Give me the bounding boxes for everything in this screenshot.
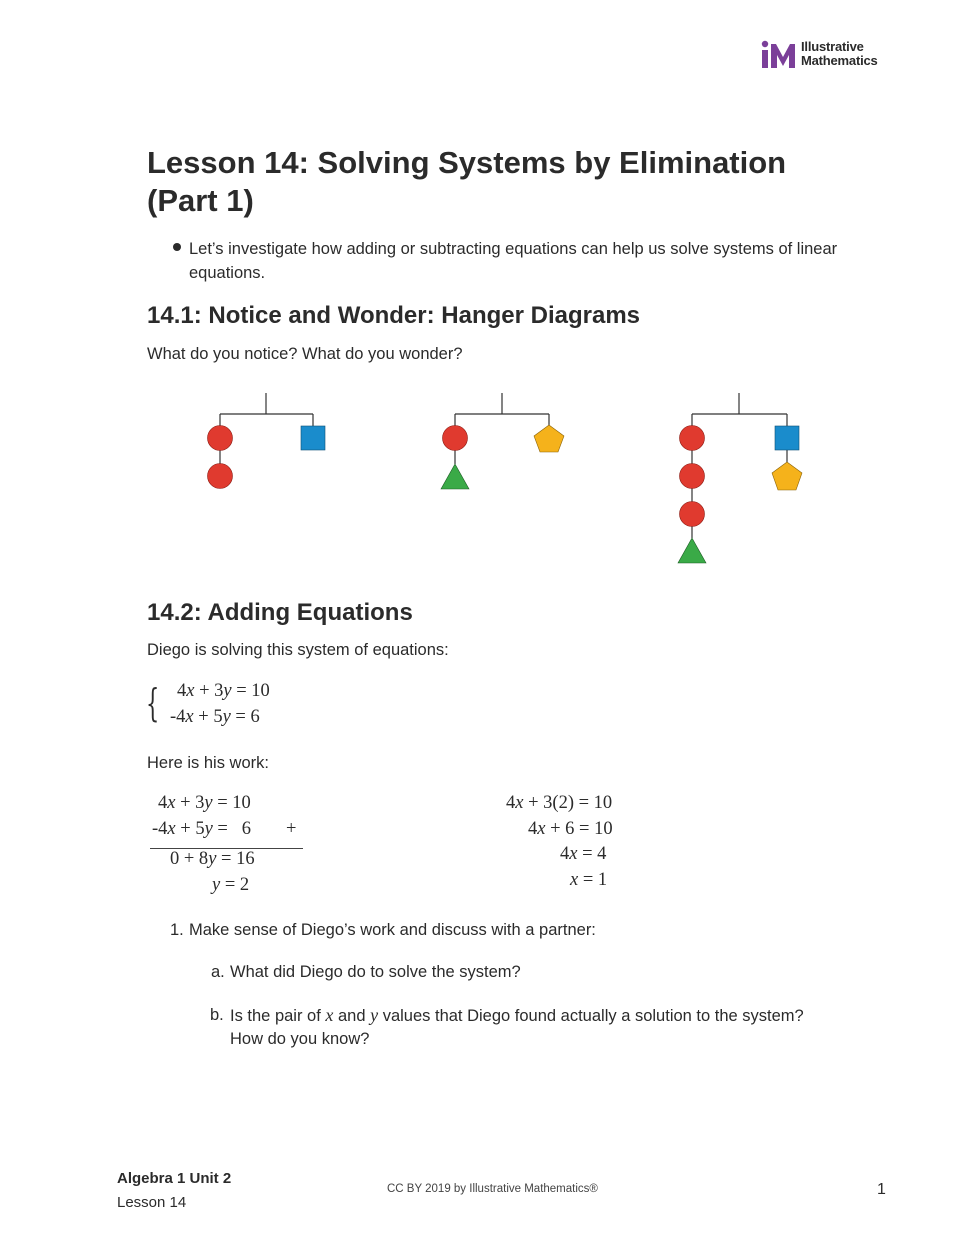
question-1-number: 1. (170, 921, 184, 939)
work-left-plus: + (286, 819, 297, 839)
logo-line2: Mathematics (801, 53, 878, 68)
work-right-line-4: x = 1 (570, 870, 608, 890)
footer-license: CC BY 2019 by Illustrative Mathematics® (387, 1183, 598, 1195)
question-b-part2: values that Diego found actually a solution to the system? (382, 1007, 804, 1025)
illustrative-mathematics-logo-icon (760, 40, 798, 70)
logo-line1: Illustrative (801, 39, 864, 54)
circle-shape (443, 426, 468, 451)
learning-goal: Let’s investigate how adding or subtracting equations can help us solve systems of linear equations. (189, 240, 838, 282)
square-shape (301, 426, 325, 450)
work-right-line-1: 4x + 3(2) = 10 (506, 793, 613, 813)
work-left-line-2: -4x + 5y = 6 (152, 819, 251, 839)
triangle-shape (678, 538, 706, 563)
hanger-1 (208, 393, 326, 489)
question-b-and: and (338, 1007, 366, 1025)
footer-lesson: Lesson 14 (117, 1194, 187, 1211)
circle-shape (680, 502, 705, 527)
system-equation-2: -4x + 5y = 6 (170, 707, 260, 727)
page-number: 1 (877, 1181, 886, 1198)
work-left-line-3: 0 + 8y = 16 (170, 849, 255, 869)
hanger-diagrams (180, 388, 820, 568)
question-b-part1: Is the pair of (230, 1007, 321, 1025)
variable-y: y (370, 1005, 379, 1025)
variable-x: x (325, 1005, 334, 1025)
work-right-line-2: 4x + 6 = 10 (528, 819, 613, 839)
section-heading-14-2: 14.2: Adding Equations (147, 599, 413, 626)
system-equation-1: 4x + 3y = 10 (177, 681, 270, 701)
notice-wonder-prompt: What do you notice? What do you wonder? (147, 345, 463, 363)
diego-intro: Diego is solving this system of equations: (147, 641, 449, 659)
bullet-icon (173, 243, 181, 251)
question-1-text: Make sense of Diego’s work and discuss with a partner: (189, 921, 596, 939)
circle-shape (208, 464, 233, 489)
pentagon-shape (772, 462, 802, 490)
circle-shape (680, 464, 705, 489)
question-a-text: What did Diego do to solve the system? (230, 963, 521, 981)
circle-shape (208, 426, 233, 451)
logo-text (801, 40, 878, 68)
work-left-line-4: y = 2 (212, 875, 250, 895)
question-b-text (230, 1003, 870, 1028)
pentagon-shape (534, 425, 564, 452)
question-a-label: a. (211, 963, 225, 981)
work-intro: Here is his work: (147, 754, 269, 772)
question-b-part3: How do you know? (230, 1030, 370, 1048)
question-b-label: b. (210, 1006, 224, 1024)
system-brace: { (146, 681, 160, 725)
square-shape (775, 426, 799, 450)
hanger-3 (678, 393, 802, 563)
section-heading-14-1: 14.1: Notice and Wonder: Hanger Diagrams (147, 302, 641, 329)
triangle-shape (441, 464, 469, 489)
circle-shape (680, 426, 705, 451)
work-right-line-3: 4x = 4 (560, 844, 607, 864)
footer-course: Algebra 1 Unit 2 (117, 1170, 232, 1187)
page-title: Lesson 14: Solving Systems by Elimination (Part 1) (147, 145, 787, 218)
work-left-line-1: 4x + 3y = 10 (158, 793, 251, 813)
hanger-2 (441, 393, 564, 489)
